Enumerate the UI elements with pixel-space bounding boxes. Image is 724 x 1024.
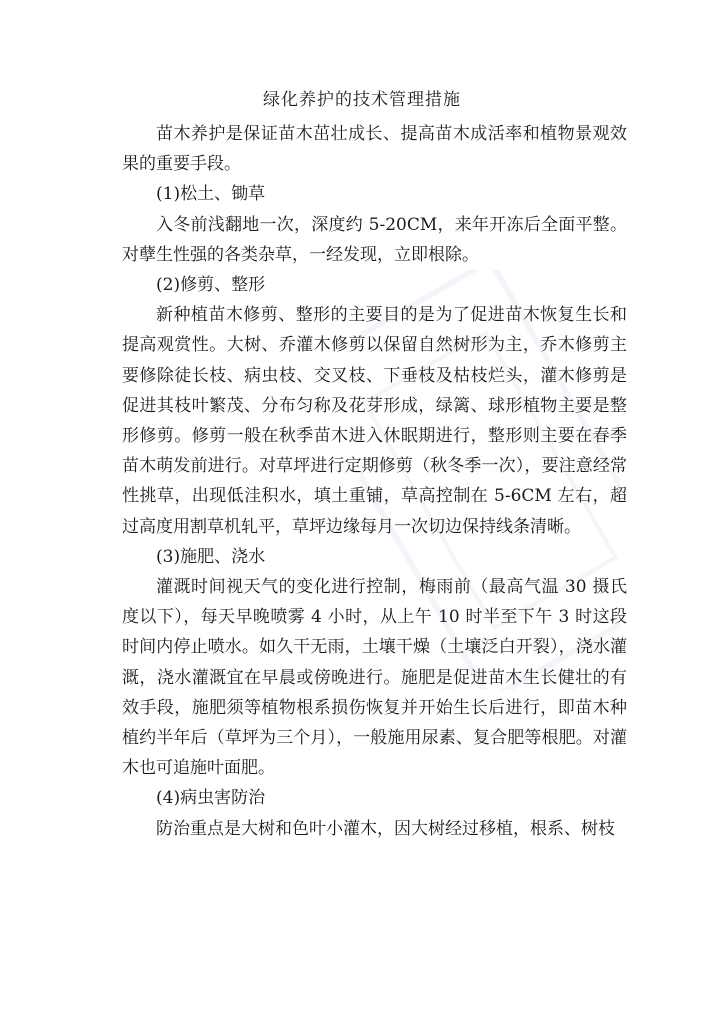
- section-4-paragraph: 防治重点是大树和色叶小灌木，因大树经过移植，根系、树枝: [156, 818, 615, 839]
- section-3-paragraph: 灌溉时间视天气的变化进行控制，梅雨前（最高气温 30 摄氏度以下），每天早晚喷雾 4 小时，从上午 10 时半至下午 3 时这段时间内停止喷水。如久干无雨，土壤干燥（土壤泛白开裂），浇水灌溉，浇水灌溉宜在早晨或傍晚进行。施肥是促进苗木生长健壮的有效手段，施肥须等植物根系损伤恢复并开始生长后进行，即苗木种植约半年后（草坪为三个月），一般施用尿素、复合肥等根肥。对灌木也可追施叶面肥。: [122, 577, 627, 779]
- section-heading-3: (3)施肥、浇水: [156, 546, 266, 567]
- document-body: [122, 119, 627, 844]
- section-heading-2: (2)修剪、整形: [156, 275, 266, 296]
- section-heading-4: (4)病虫害防治: [156, 788, 266, 809]
- section-heading-1: (1)松土、锄草: [156, 184, 266, 205]
- section-2-paragraph: 新种植苗木修剪、整形的主要目的是为了促进苗木恢复生长和提高观赏性。大树、乔灌木修剪以保留自然树形为主，乔木修剪主要修除徒长枝、病虫枝、交叉枝、下垂枝及枯枝烂头，灌木修剪是促进其枝叶繁茂、分布匀称及花芽形成，绿篱、球形植物主要是整形修剪。修剪一般在秋季苗木进入休眠期进行，整形则主要在春季苗木萌发前进行。对草坪进行定期修剪（秋冬季一次），要注意经常性挑草，出现低洼积水，填土重铺，草高控制在 5-6CM 左右，超过高度用割草机轧平，草坪边缘每月一次切边保持线条清晰。: [122, 305, 627, 537]
- intro-paragraph: 苗木养护是保证苗木茁壮成长、提高苗木成活率和植物景观效果的重要手段。: [122, 124, 627, 175]
- section-1-paragraph: 入冬前浅翻地一次，深度约 5-20CM，来年开冻后全面平整。对孽生性强的各类杂草，一经发现，立即根除。: [122, 214, 627, 265]
- document-title: 绿化养护的技术管理措施: [263, 90, 461, 110]
